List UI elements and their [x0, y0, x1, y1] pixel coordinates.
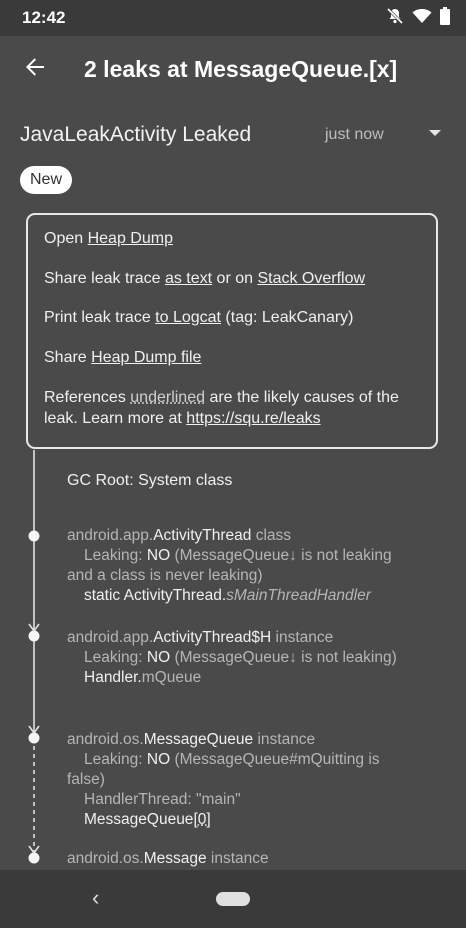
reference-owner: MessageQueue — [84, 811, 194, 828]
node-package: android.app. — [67, 629, 154, 646]
print-prefix: Print leak trace — [44, 309, 156, 326]
status-icons — [386, 7, 450, 30]
node-extra: HandlerThread: "main" — [84, 791, 241, 808]
references-note — [44, 387, 420, 429]
share-prefix: Share leak trace — [44, 269, 165, 287]
leak-trace — [0, 450, 466, 870]
status-bar — [0, 0, 466, 36]
gc-root-label: GC Root: System class — [67, 472, 233, 489]
status-time: 12:42 — [22, 8, 66, 27]
refs-mid: are the likely causes of the leak. Learn more at — [44, 389, 399, 427]
share-mid: or on — [212, 269, 258, 287]
reference-field: sMainThreadHandler — [226, 587, 371, 604]
trace-node-activity-thread-h[interactable] — [67, 628, 407, 688]
node-kind: instance — [253, 731, 316, 748]
battery-icon — [440, 7, 450, 30]
refs-prefix: References — [44, 389, 131, 406]
leak-selector[interactable] — [20, 118, 450, 152]
reference-owner: Handler. — [84, 669, 142, 686]
caret-down-icon[interactable] — [428, 126, 442, 145]
leaking-reason: (MessageQueue↓ is not leaking) — [170, 649, 397, 666]
notifications-off-icon — [386, 7, 404, 30]
learn-more-link[interactable]: https://squ.re/leaks — [186, 410, 321, 427]
arrow-back-icon — [24, 56, 46, 83]
share-as-text-link[interactable]: as text — [164, 269, 213, 287]
leaking-label: Leaking: — [84, 547, 147, 564]
reference-field[interactable]: [0] — [193, 811, 211, 828]
node-package: android.os. — [67, 850, 144, 867]
wifi-icon — [412, 8, 432, 29]
new-badge: New — [20, 166, 72, 194]
node-class: ActivityThread — [153, 527, 252, 544]
print-suffix: (tag: LeakCanary) — [220, 309, 354, 326]
leak-time: just now — [325, 126, 384, 143]
open-prefix: Open — [44, 230, 88, 247]
node-kind: class — [251, 527, 292, 544]
trace-node-message-queue[interactable] — [67, 730, 407, 830]
leaking-reason: (MessageQueue#mQuitting is false) — [67, 751, 380, 788]
trace-node-message[interactable] — [67, 849, 407, 869]
leaking-value: NO — [146, 751, 171, 768]
node-package: android.os. — [67, 731, 144, 748]
leaking-label: Leaking: — [84, 751, 147, 768]
open-heap-dump-row — [44, 229, 420, 249]
trace-node-activity-thread[interactable] — [67, 526, 407, 606]
open-heap-dump-link[interactable]: Heap Dump — [87, 230, 173, 247]
leaking-value: NO — [146, 547, 171, 564]
leaking-label: Leaking: — [84, 649, 147, 666]
share-stack-overflow-link[interactable]: Stack Overflow — [257, 269, 366, 287]
share-heap-dump-row — [44, 348, 420, 368]
node-kind: instance — [206, 850, 269, 867]
share-file-prefix: Share — [44, 348, 92, 366]
app-bar — [0, 36, 466, 102]
nav-back-icon[interactable]: ‹ — [92, 885, 100, 910]
node-package: android.app. — [67, 527, 154, 544]
print-to-logcat-link[interactable]: to Logcat — [155, 309, 221, 326]
share-heap-dump-file-link[interactable]: Heap Dump file — [91, 348, 202, 366]
node-class: Message — [143, 850, 207, 867]
back-button[interactable] — [0, 36, 70, 102]
share-trace-row — [44, 269, 420, 289]
leaking-reason: (MessageQueue↓ is not leaking and a class is never leaking) — [67, 547, 392, 584]
leak-title: JavaLeakActivity Leaked — [20, 123, 252, 146]
node-kind: instance — [271, 629, 334, 646]
navigation-bar — [0, 870, 466, 928]
leak-actions-card — [26, 213, 438, 449]
page-title: 2 leaks at MessageQueue.[x] — [84, 55, 398, 82]
reference-field: mQueue — [141, 669, 202, 686]
refs-underlined-sample: underlined — [130, 389, 205, 406]
print-trace-row — [44, 308, 420, 328]
home-pill-icon[interactable] — [216, 892, 250, 906]
node-class: ActivityThread$H — [153, 629, 272, 646]
leaking-value: NO — [146, 649, 171, 666]
reference-owner: static ActivityThread. — [84, 587, 227, 604]
node-class: MessageQueue — [143, 731, 254, 748]
